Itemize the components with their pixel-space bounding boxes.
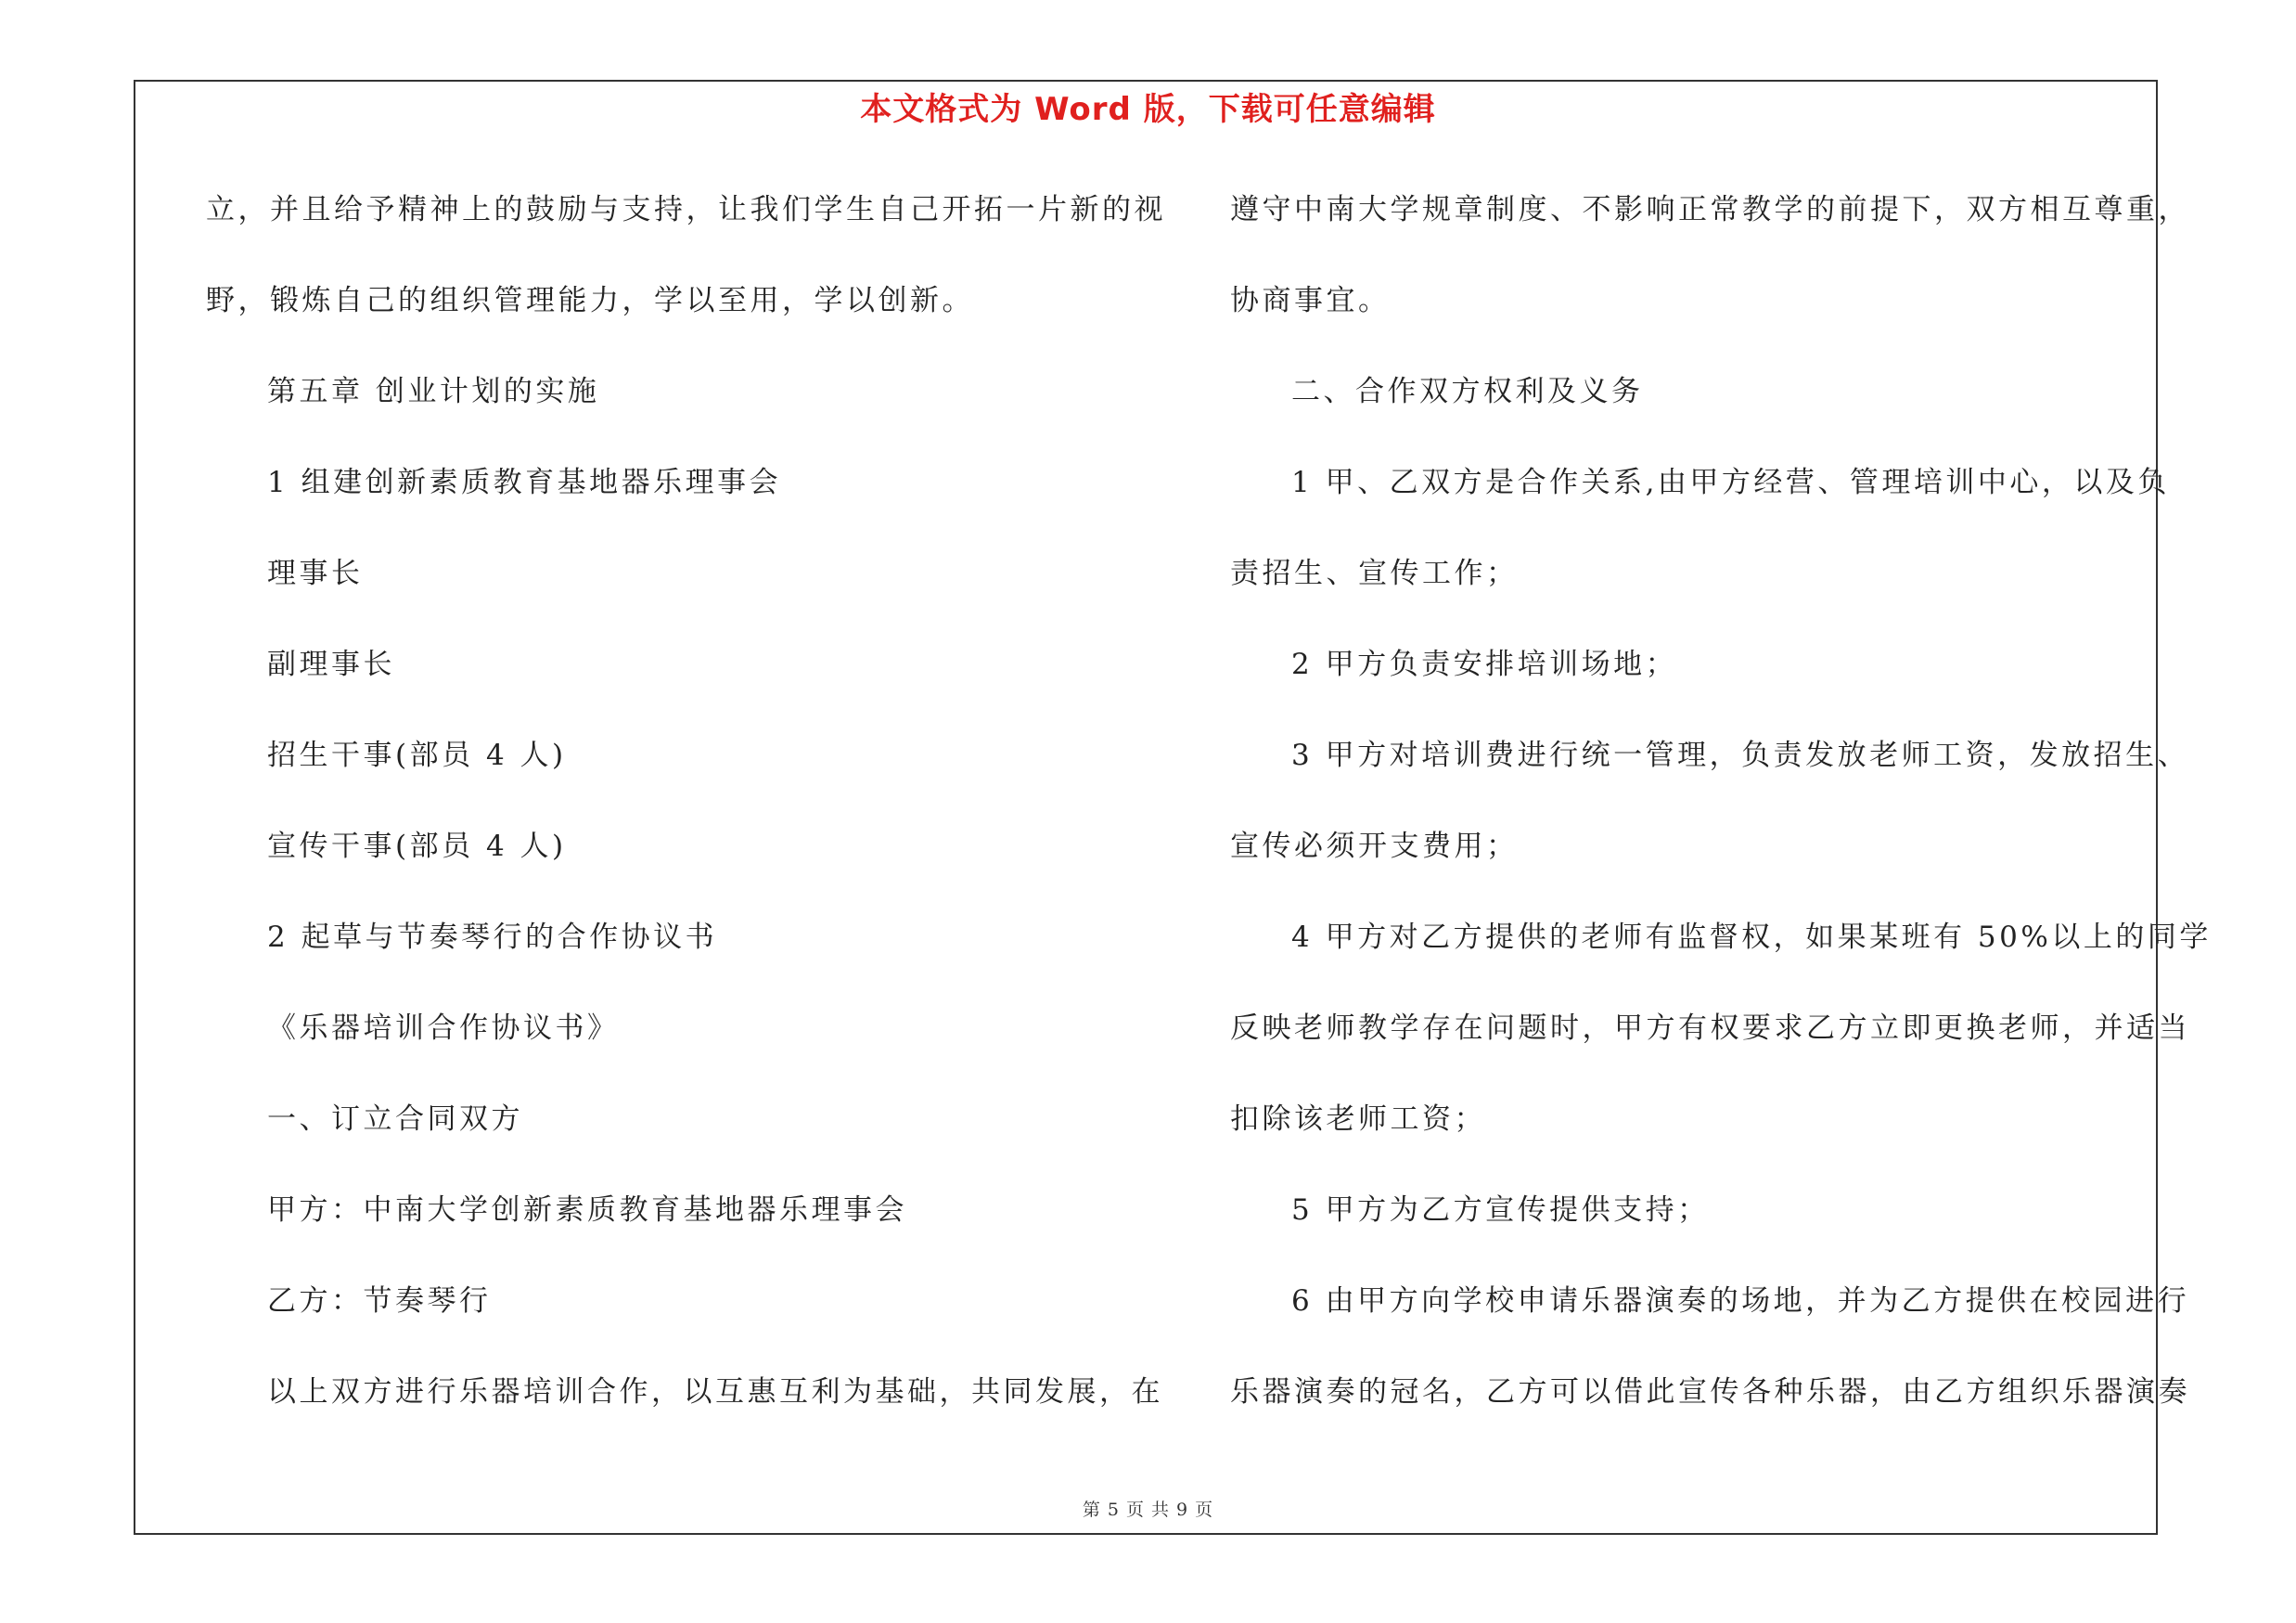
agreement-title: 《乐器培训合作协议书》 <box>267 1011 620 1045</box>
role-item: 理事长 <box>267 557 364 590</box>
section-heading: 1 组建创新素质教育基地器乐理事会 <box>267 466 782 499</box>
paragraph-line: 反映老师教学存在问题时，甲方有权要求乙方立即更换老师，并适当 <box>1230 1011 2190 1045</box>
section-heading: 2 起草与节奏琴行的合作协议书 <box>267 921 718 954</box>
clause-item: 6 由甲方向学校申请乐器演奏的场地，并为乙方提供在校园进行 <box>1291 1284 2190 1318</box>
header-banner: 本文格式为 Word 版，下载可任意编辑 <box>860 91 1436 128</box>
clause-item: 1 甲、乙双方是合作关系,由甲方经营、管理培训中心，以及负 <box>1291 466 2170 499</box>
paragraph-line: 协商事宜。 <box>1230 284 1391 317</box>
clause-item: 5 甲方为乙方宣传提供支持； <box>1291 1193 1710 1227</box>
party-b-line: 乙方：节奏琴行 <box>267 1284 492 1318</box>
party-a-line: 甲方：中南大学创新素质教育基地器乐理事会 <box>267 1193 907 1227</box>
clause-item: 3 甲方对培训费进行统一管理，负责发放老师工资，发放招生、 <box>1291 739 2190 772</box>
paragraph-line: 立，并且给予精神上的鼓励与支持，让我们学生自己开拓一片新的视 <box>206 193 1166 226</box>
clause-heading: 一、订立合同双方 <box>267 1102 523 1136</box>
page-number: 第 5 页 共 9 页 <box>1082 1500 1214 1520</box>
paragraph-line: 责招生、宣传工作； <box>1230 557 1519 590</box>
role-item: 招生干事(部员 4 人) <box>267 739 567 772</box>
paragraph-line: 扣除该老师工资； <box>1230 1102 1486 1136</box>
paragraph-line: 宣传必须开支费用； <box>1230 830 1519 863</box>
paragraph-line: 以上双方进行乐器培训合作，以互惠互利为基础，共同发展，在 <box>267 1375 1163 1409</box>
clause-heading: 二、合作双方权利及义务 <box>1291 375 1644 408</box>
paragraph-line: 遵守中南大学规章制度、不影响正常教学的前提下，双方相互尊重， <box>1230 193 2190 226</box>
chapter-heading: 第五章 创业计划的实施 <box>267 375 600 408</box>
paragraph-line: 野，锻炼自己的组织管理能力，学以至用，学以创新。 <box>206 284 974 317</box>
clause-item: 4 甲方对乙方提供的老师有监督权，如果某班有 50%以上的同学 <box>1291 921 2212 954</box>
role-item: 副理事长 <box>267 648 395 681</box>
role-item: 宣传干事(部员 4 人) <box>267 830 567 863</box>
clause-item: 2 甲方负责安排培训场地； <box>1291 648 1678 681</box>
paragraph-line: 乐器演奏的冠名，乙方可以借此宣传各种乐器，由乙方组织乐器演奏 <box>1230 1375 2190 1409</box>
